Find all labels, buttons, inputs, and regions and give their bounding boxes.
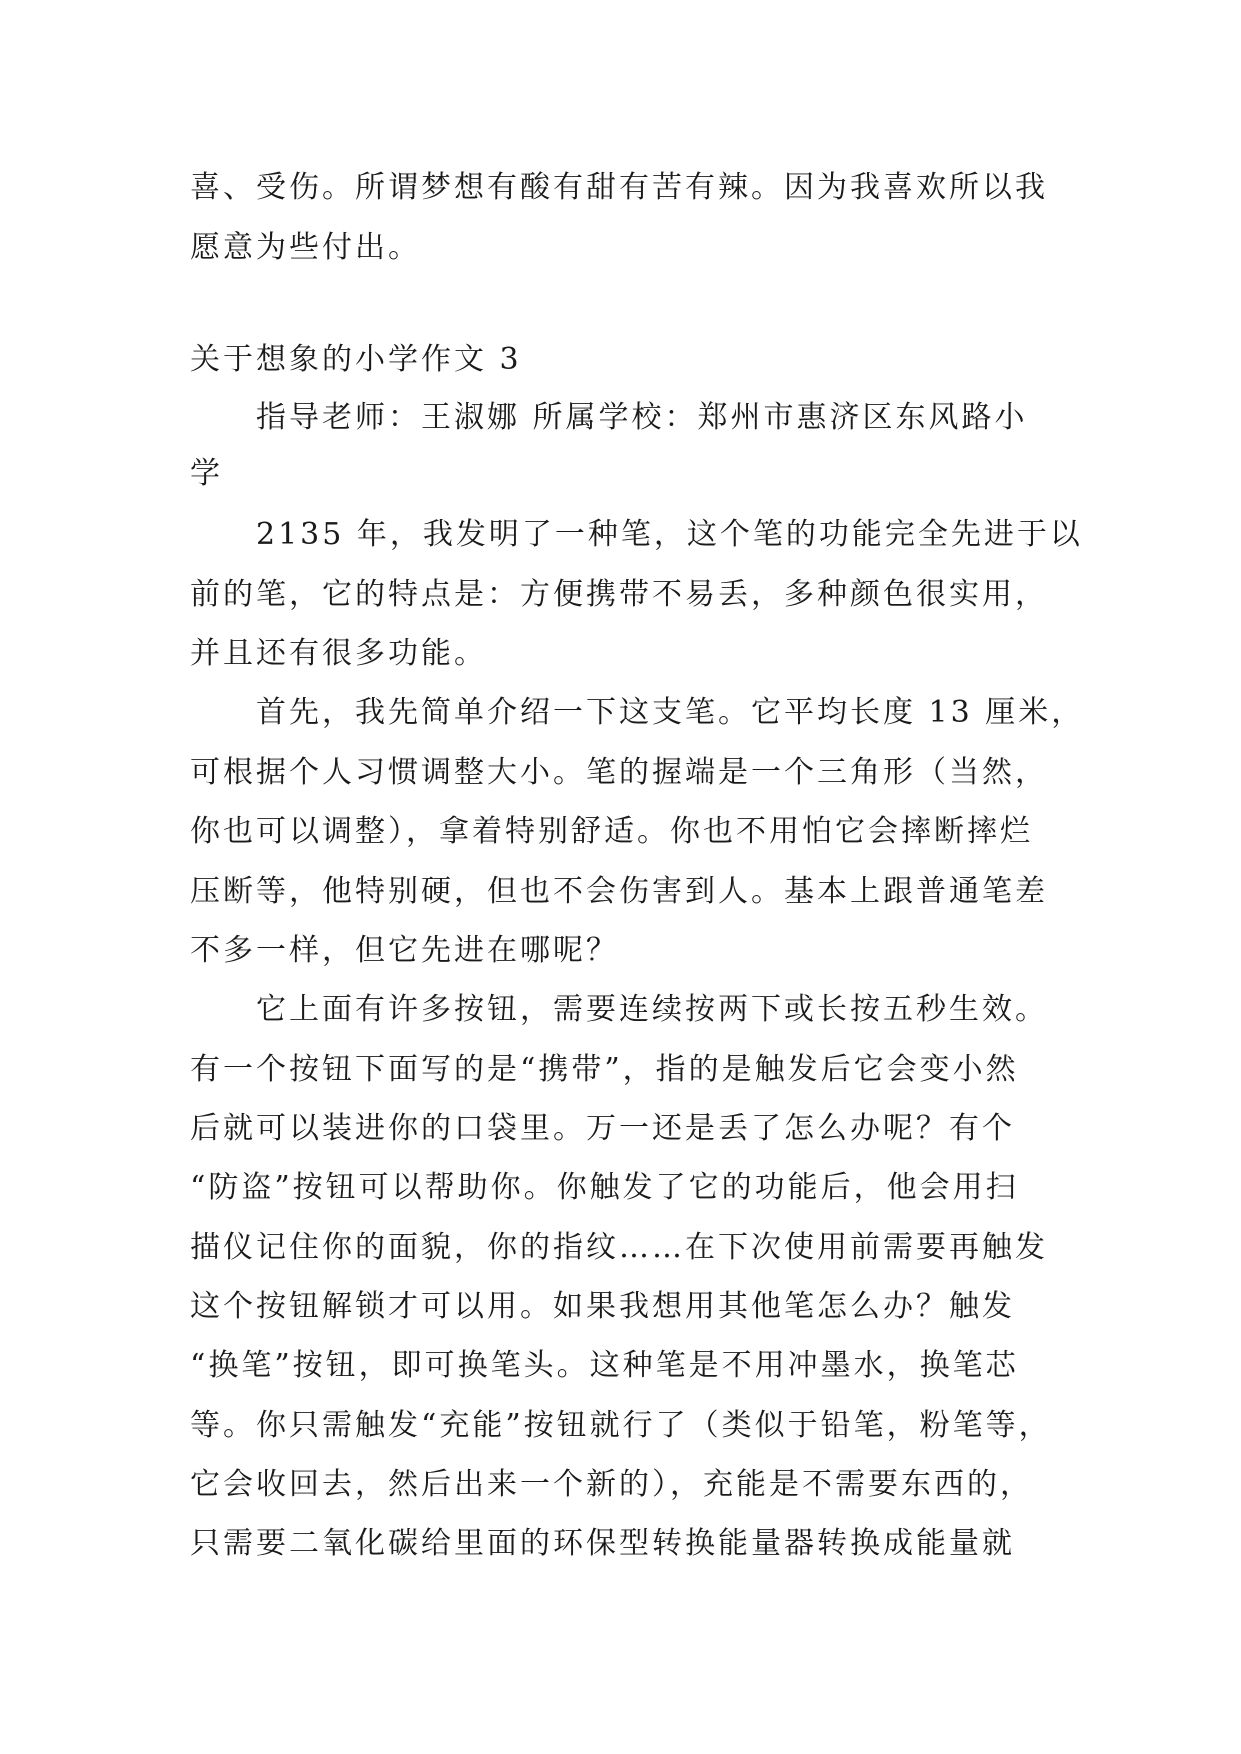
section-title: 关于想象的小学作文 3 (190, 342, 522, 377)
paragraph-line: 描仪记住你的面貌，你的指纹……在下次使用前需要再触发 (190, 1230, 1048, 1265)
paragraph-line: 只需要二氧化碳给里面的环保型转换能量器转换成能量就 (190, 1526, 1015, 1561)
paragraph-line: 学 (190, 456, 223, 491)
paragraph-line: 你也可以调整），拿着特别舒适。你也不用怕它会摔断摔烂 (190, 814, 1033, 849)
paragraph-line: “换笔”按钮，即可换笔头。这种笔是不用冲墨水，换笔芯 (190, 1348, 1019, 1383)
paragraph-line: 首先，我先简单介绍一下这支笔。它平均长度 13 厘米， (256, 695, 1085, 730)
paragraph-line: 不多一样，但它先进在哪呢？ (190, 933, 619, 968)
paragraph-line: 后就可以装进你的口袋里。万一还是丢了怎么办呢？有个 (190, 1111, 1015, 1146)
paragraph-line: 并且还有很多功能。 (190, 636, 487, 671)
paragraph-line: 这个按钮解锁才可以用。如果我想用其他笔怎么办？触发 (190, 1289, 1015, 1324)
paragraph-line: 有一个按钮下面写的是“携带”，指的是触发后它会变小然 (190, 1052, 1019, 1087)
paragraph-line: 愿意为些付出。 (190, 230, 421, 265)
paragraph-line: 它上面有许多按钮，需要连续按两下或长按五秒生效。 (256, 992, 1048, 1027)
paragraph-line: “防盗”按钮可以帮助你。你触发了它的功能后，他会用扫 (190, 1170, 1019, 1205)
paragraph-line: 前的笔，它的特点是：方便携带不易丢，多种颜色很实用， (190, 577, 1048, 612)
paragraph-line: 可根据个人习惯调整大小。笔的握端是一个三角形（当然， (190, 755, 1048, 790)
paragraph-line: 它会收回去，然后出来一个新的），充能是不需要东西的， (190, 1467, 1033, 1502)
paragraph-line: 喜、受伤。所谓梦想有酸有甜有苦有辣。因为我喜欢所以我 (190, 170, 1048, 205)
paragraph-line: 等。你只需触发“充能”按钮就行了（类似于铅笔，粉笔等， (190, 1408, 1052, 1443)
paragraph-line: 2135 年，我发明了一种笔，这个笔的功能完全先进于以 (256, 517, 1083, 552)
paragraph-line: 指导老师：王淑娜 所属学校：郑州市惠济区东风路小 (256, 400, 1028, 435)
paragraph-line: 压断等，他特别硬，但也不会伤害到人。基本上跟普通笔差 (190, 874, 1048, 909)
